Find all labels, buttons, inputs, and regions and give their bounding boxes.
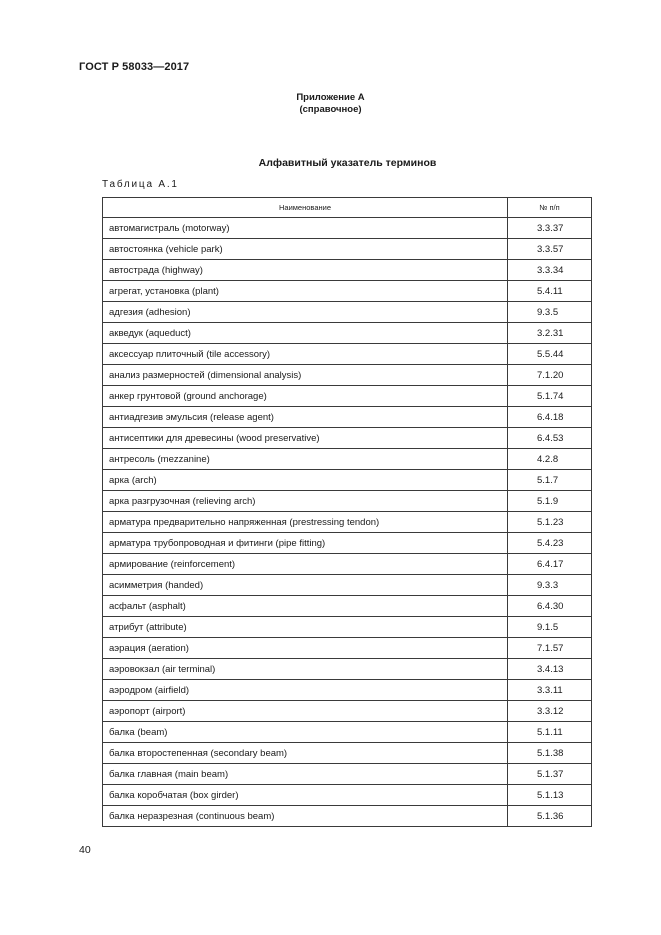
term-name-cell: балка второстепенная (secondary beam) bbox=[103, 743, 508, 764]
table-row bbox=[103, 533, 592, 554]
term-number-cell: 5.1.36 bbox=[508, 806, 592, 827]
column-header-number: № п/п bbox=[508, 198, 592, 218]
term-name-cell: аксессуар плиточный (tile accessory) bbox=[103, 344, 508, 365]
term-number-cell: 7.1.57 bbox=[508, 638, 592, 659]
term-name-cell: аэрация (aeration) bbox=[103, 638, 508, 659]
term-name-cell: балка (beam) bbox=[103, 722, 508, 743]
term-name-cell: балка неразрезная (continuous beam) bbox=[103, 806, 508, 827]
term-number-cell: 5.4.11 bbox=[508, 281, 592, 302]
table-row bbox=[103, 386, 592, 407]
table-row bbox=[103, 512, 592, 533]
term-name-cell: антресоль (mezzanine) bbox=[103, 449, 508, 470]
table-row bbox=[103, 701, 592, 722]
term-name-cell: балка коробчатая (box girder) bbox=[103, 785, 508, 806]
table-row bbox=[103, 596, 592, 617]
term-number-cell: 4.2.8 bbox=[508, 449, 592, 470]
table-row bbox=[103, 281, 592, 302]
term-name-cell: атрибут (attribute) bbox=[103, 617, 508, 638]
term-number-cell: 5.1.23 bbox=[508, 512, 592, 533]
table-row bbox=[103, 323, 592, 344]
column-header-name: Наименование bbox=[103, 198, 508, 218]
term-number-cell: 6.4.17 bbox=[508, 554, 592, 575]
term-number-cell: 5.4.23 bbox=[508, 533, 592, 554]
term-number-cell: 5.1.38 bbox=[508, 743, 592, 764]
term-name-cell: аэровокзал (air terminal) bbox=[103, 659, 508, 680]
term-number-cell: 3.3.57 bbox=[508, 239, 592, 260]
table-row bbox=[103, 743, 592, 764]
term-name-cell: автомагистраль (motorway) bbox=[103, 218, 508, 239]
term-number-cell: 3.3.12 bbox=[508, 701, 592, 722]
term-number-cell: 5.1.74 bbox=[508, 386, 592, 407]
table-row bbox=[103, 470, 592, 491]
term-number-cell: 6.4.18 bbox=[508, 407, 592, 428]
term-number-cell: 5.1.9 bbox=[508, 491, 592, 512]
table-row bbox=[103, 764, 592, 785]
term-name-cell: асфальт (asphalt) bbox=[103, 596, 508, 617]
term-name-cell: асимметрия (handed) bbox=[103, 575, 508, 596]
term-number-cell: 3.2.31 bbox=[508, 323, 592, 344]
term-name-cell: арка (arch) bbox=[103, 470, 508, 491]
term-number-cell: 5.5.44 bbox=[508, 344, 592, 365]
term-name-cell: агрегат, установка (plant) bbox=[103, 281, 508, 302]
term-number-cell: 3.3.37 bbox=[508, 218, 592, 239]
table-row bbox=[103, 554, 592, 575]
page-number: 40 bbox=[79, 844, 91, 856]
term-number-cell: 6.4.30 bbox=[508, 596, 592, 617]
term-number-cell: 6.4.53 bbox=[508, 428, 592, 449]
term-number-cell: 3.3.11 bbox=[508, 680, 592, 701]
table-row bbox=[103, 638, 592, 659]
table-row bbox=[103, 239, 592, 260]
term-name-cell: балка главная (main beam) bbox=[103, 764, 508, 785]
term-name-cell: армирование (reinforcement) bbox=[103, 554, 508, 575]
table-row bbox=[103, 344, 592, 365]
term-number-cell: 5.1.7 bbox=[508, 470, 592, 491]
term-name-cell: адгезия (adhesion) bbox=[103, 302, 508, 323]
table-row bbox=[103, 617, 592, 638]
appendix-title: Приложение А bbox=[296, 92, 365, 103]
term-name-cell: автостоянка (vehicle park) bbox=[103, 239, 508, 260]
terms-table-body bbox=[103, 218, 592, 827]
term-name-cell: арматура трубопроводная и фитинги (pipe fitting) bbox=[103, 533, 508, 554]
document-code: ГОСТ Р 58033—2017 bbox=[79, 61, 190, 73]
table-row bbox=[103, 575, 592, 596]
term-number-cell: 9.3.5 bbox=[508, 302, 592, 323]
table-row bbox=[103, 659, 592, 680]
term-number-cell: 9.3.3 bbox=[508, 575, 592, 596]
table-row bbox=[103, 785, 592, 806]
term-number-cell: 3.3.34 bbox=[508, 260, 592, 281]
table-row bbox=[103, 722, 592, 743]
appendix-subtitle: (справочное) bbox=[299, 104, 362, 115]
table-row bbox=[103, 491, 592, 512]
table-row bbox=[103, 365, 592, 386]
term-name-cell: анализ размерностей (dimensional analysis) bbox=[103, 365, 508, 386]
term-number-cell: 3.4.13 bbox=[508, 659, 592, 680]
table-row bbox=[103, 218, 592, 239]
term-name-cell: анкер грунтовой (ground anchorage) bbox=[103, 386, 508, 407]
index-title: Алфавитный указатель терминов bbox=[258, 157, 437, 169]
table-row bbox=[103, 428, 592, 449]
table-row bbox=[103, 680, 592, 701]
table-row bbox=[103, 260, 592, 281]
appendix-heading bbox=[0, 92, 661, 116]
term-name-cell: арка разгрузочная (relieving arch) bbox=[103, 491, 508, 512]
term-name-cell: автострада (highway) bbox=[103, 260, 508, 281]
term-name-cell: антиадгезив эмульсия (release agent) bbox=[103, 407, 508, 428]
term-name-cell: аэродром (airfield) bbox=[103, 680, 508, 701]
table-header-row bbox=[103, 198, 592, 218]
term-number-cell: 9.1.5 bbox=[508, 617, 592, 638]
terms-table bbox=[102, 197, 592, 827]
term-name-cell: аэропорт (airport) bbox=[103, 701, 508, 722]
term-name-cell: антисептики для древесины (wood preservative) bbox=[103, 428, 508, 449]
table-row bbox=[103, 302, 592, 323]
term-name-cell: акведук (aqueduct) bbox=[103, 323, 508, 344]
term-number-cell: 5.1.37 bbox=[508, 764, 592, 785]
term-number-cell: 7.1.20 bbox=[508, 365, 592, 386]
term-number-cell: 5.1.11 bbox=[508, 722, 592, 743]
term-name-cell: арматура предварительно напряженная (prestressing tendon) bbox=[103, 512, 508, 533]
table-caption: Таблица А.1 bbox=[102, 179, 179, 190]
table-row bbox=[103, 407, 592, 428]
table-row bbox=[103, 449, 592, 470]
table-row bbox=[103, 806, 592, 827]
term-number-cell: 5.1.13 bbox=[508, 785, 592, 806]
